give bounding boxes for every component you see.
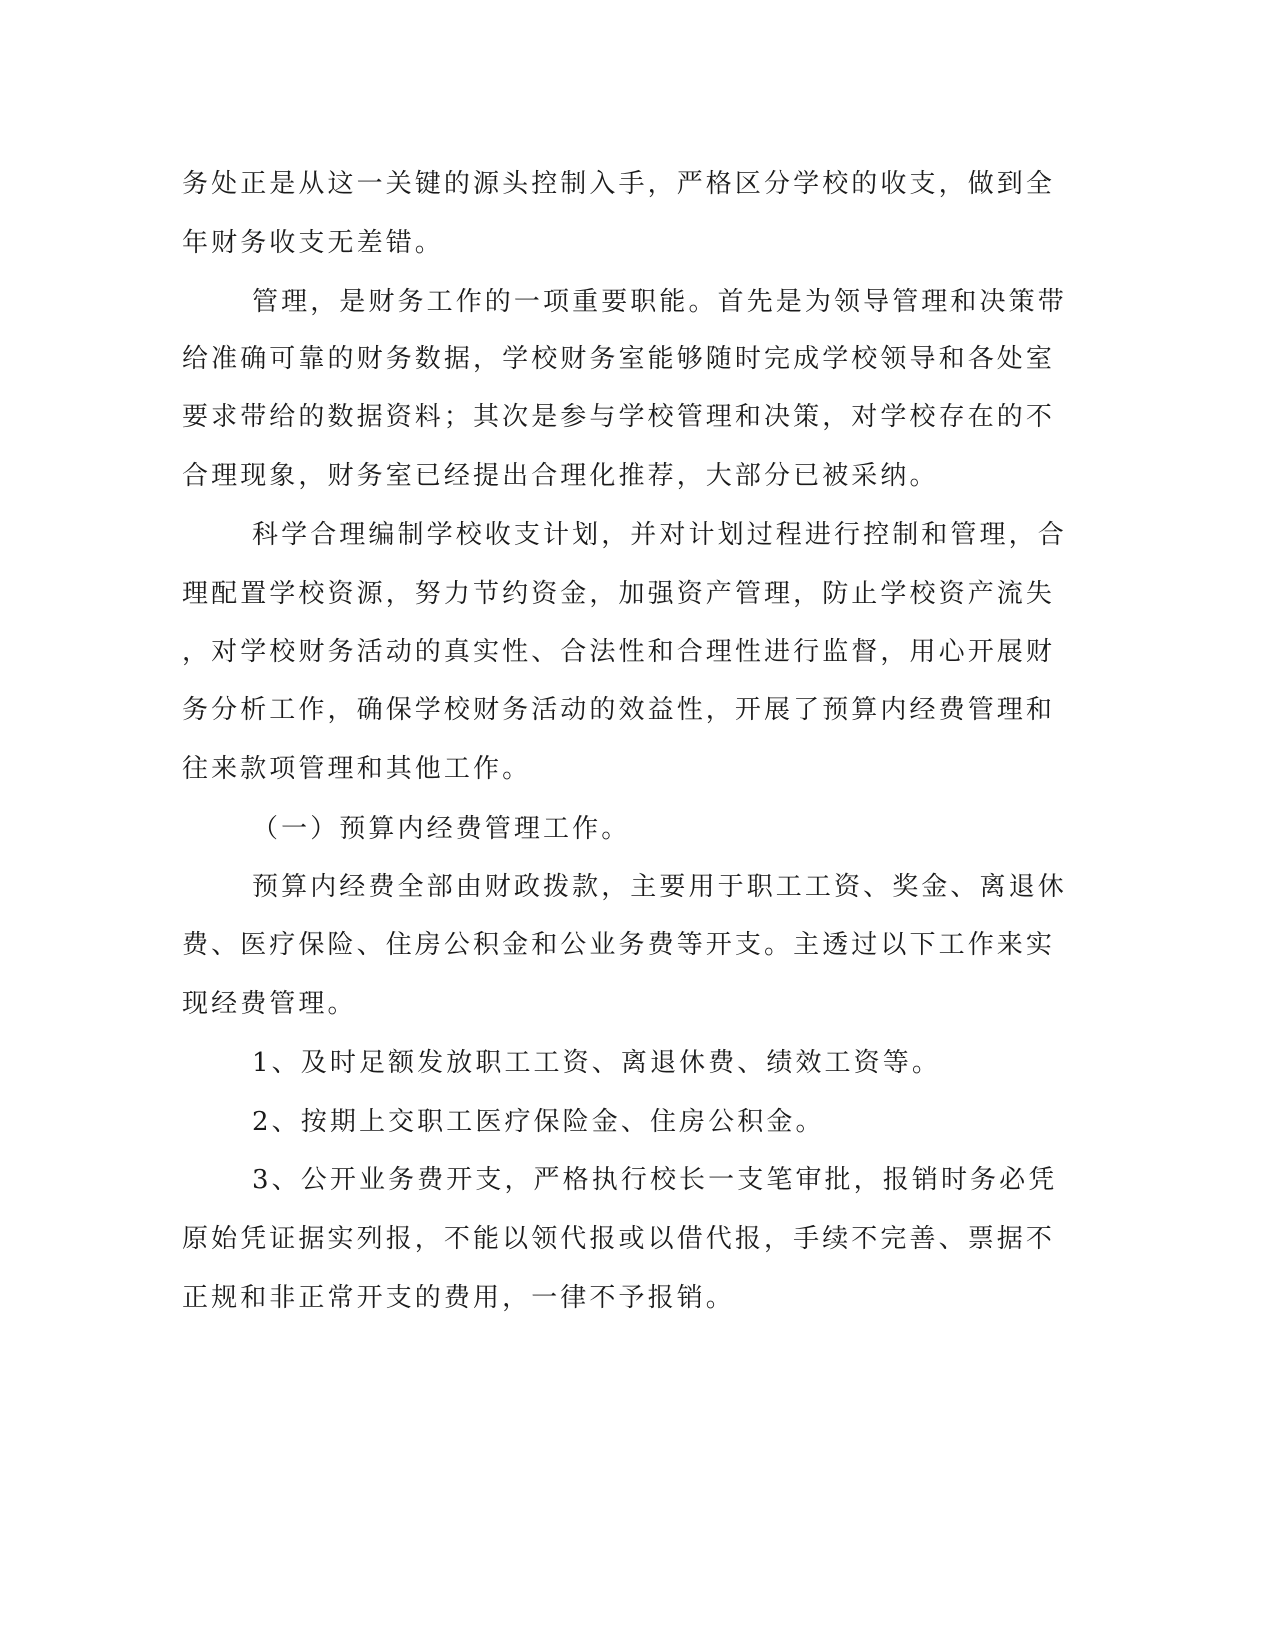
text-line: 合理现象，财务室已经提出合理化推荐，大部分已被采纳。 bbox=[182, 461, 939, 491]
text-line: 理配置学校资源，努力节约资金，加强资产管理，防止学校资产流失 bbox=[182, 579, 1056, 609]
text-line: 科学合理编制学校收支计划，并对计划过程进行控制和管理，合 bbox=[252, 520, 1067, 550]
text-line: ，对学校财务活动的真实性、合法性和合理性进行监督，用心开展财 bbox=[182, 637, 1056, 667]
text-line: 费、医疗保险、住房公积金和公业务费等开支。主透过以下工作来实 bbox=[182, 930, 1056, 960]
section-heading: （一）预算内经费管理工作。 bbox=[252, 814, 631, 844]
list-item: 1、及时足额发放职工工资、离退休费、绩效工资等。 bbox=[252, 1048, 941, 1078]
text-line: 要求带给的数据资料；其次是参与学校管理和决策，对学校存在的不 bbox=[182, 402, 1056, 432]
list-item: 2、按期上交职工医疗保险金、住房公积金。 bbox=[252, 1107, 825, 1137]
text-line: 现经费管理。 bbox=[182, 989, 357, 1019]
text-line: 务分析工作，确保学校财务活动的效益性，开展了预算内经费管理和 bbox=[182, 695, 1056, 725]
text-line: 务处正是从这一关键的源头控制入手，严格区分学校的收支，做到全 bbox=[182, 169, 1056, 199]
text-line: 给准确可靠的财务数据，学校财务室能够随时完成学校领导和各处室 bbox=[182, 344, 1056, 374]
list-item: 3、公开业务费开支，严格执行校长一支笔审批，报销时务必凭 bbox=[252, 1165, 1058, 1195]
text-line: 管理，是财务工作的一项重要职能。首先是为领导管理和决策带 bbox=[252, 287, 1067, 317]
text-line: 往来款项管理和其他工作。 bbox=[182, 754, 532, 784]
text-line: 正规和非正常开支的费用，一律不予报销。 bbox=[182, 1283, 735, 1313]
text-line: 原始凭证据实列报，不能以领代报或以借代报，手续不完善、票据不 bbox=[182, 1224, 1056, 1254]
text-line: 预算内经费全部由财政拨款，主要用于职工工资、奖金、离退休 bbox=[252, 872, 1067, 902]
text-line: 年财务收支无差错。 bbox=[182, 228, 444, 258]
